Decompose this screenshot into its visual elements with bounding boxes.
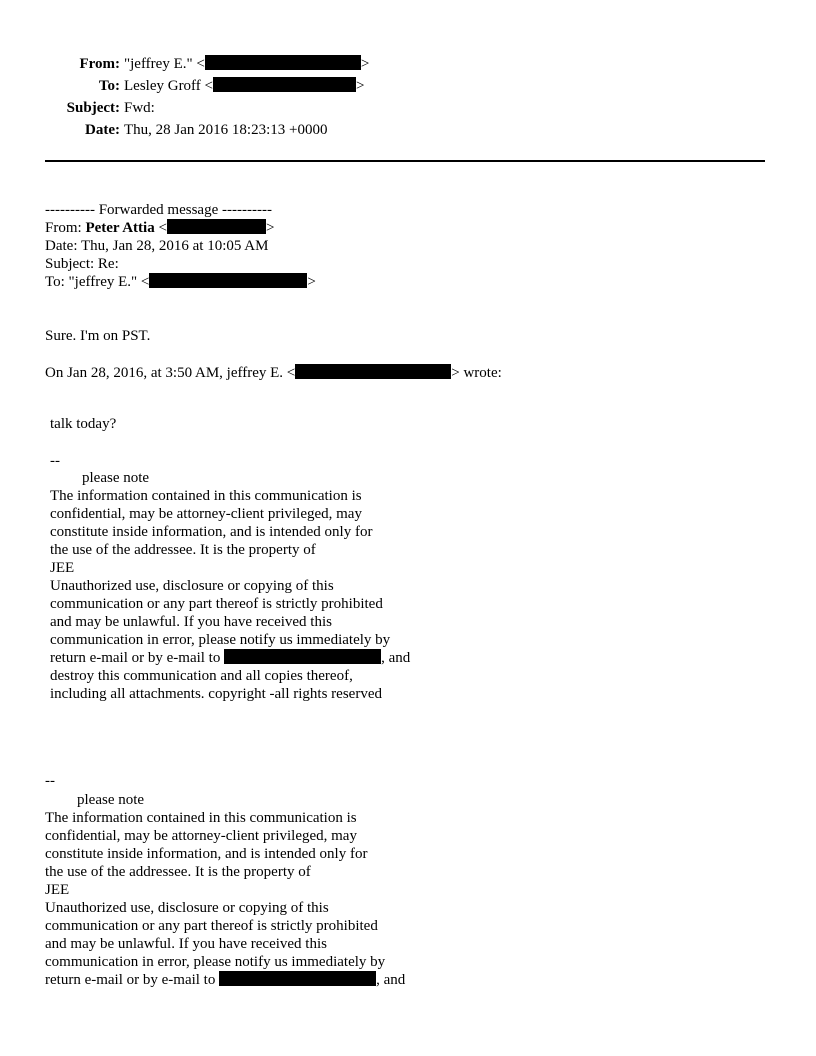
quoted-body: talk today? bbox=[50, 416, 117, 432]
disclaimer-line: the use of the addressee. It is the property of bbox=[45, 864, 311, 880]
forwarded-date-line: Date: Thu, Jan 28, 2016 at 10:05 AM bbox=[45, 238, 269, 254]
please-note-label: please note bbox=[82, 470, 150, 486]
disclaimer-line: constitute inside information, and is intended only for bbox=[45, 846, 368, 862]
disclaimer-line: including all attachments. copyright -all rights reserved bbox=[50, 686, 382, 702]
redacted-block bbox=[295, 364, 451, 379]
header-date-value: Thu, 28 Jan 2016 18:23:13 +0000 bbox=[124, 122, 328, 138]
forwarded-to-line: To: "jeffrey E." < > bbox=[45, 274, 316, 290]
signature-separator: -- bbox=[45, 773, 55, 789]
redacted-block bbox=[224, 649, 381, 664]
disclaimer-line: The information contained in this communication is bbox=[45, 810, 357, 826]
disclaimer-line: communication or any part thereof is strictly prohibited bbox=[45, 918, 378, 934]
disclaimer-line: destroy this communication and all copies thereof, bbox=[50, 668, 353, 684]
disclaimer-line: and may be unlawful. If you have received this bbox=[45, 936, 327, 952]
forwarded-from-name: Peter Attia bbox=[85, 220, 155, 236]
quote-attribution: On Jan 28, 2016, at 3:50 AM, jeffrey E. < > wrote: bbox=[45, 365, 502, 381]
header-subject-label: Subject: bbox=[66, 100, 120, 116]
disclaimer-email-line: return e-mail or by e-mail to , and bbox=[45, 972, 406, 988]
header-to-label: To: bbox=[98, 78, 120, 94]
disclaimer-line: constitute inside information, and is intended only for bbox=[50, 524, 373, 540]
header-from-label: From: bbox=[79, 56, 120, 72]
disclaimer-line: communication in error, please notify us immediately by bbox=[50, 632, 391, 648]
header-to-value: Lesley Groff < bbox=[124, 78, 213, 94]
disclaimer-line: Unauthorized use, disclosure or copying of this bbox=[45, 900, 329, 916]
disclaimer-line: communication in error, please notify us immediately by bbox=[45, 954, 386, 970]
header-date-label: Date: bbox=[85, 122, 120, 138]
disclaimer-line: JEE bbox=[50, 560, 75, 576]
redacted-block bbox=[205, 55, 361, 70]
redacted-block bbox=[149, 273, 307, 288]
signature-separator: -- bbox=[50, 453, 60, 469]
disclaimer-line: and may be unlawful. If you have received this bbox=[50, 614, 332, 630]
disclaimer-line: confidential, may be attorney-client privileged, may bbox=[50, 506, 362, 522]
redacted-block bbox=[167, 219, 266, 234]
disclaimer-line: JEE bbox=[45, 882, 70, 898]
disclaimer-line: The information contained in this communication is bbox=[50, 488, 362, 504]
header-divider bbox=[45, 160, 765, 162]
forwarded-from-line: From: Peter Attia < > bbox=[45, 220, 275, 236]
reply-body: Sure. I'm on PST. bbox=[45, 328, 151, 344]
disclaimer-line: confidential, may be attorney-client privileged, may bbox=[45, 828, 357, 844]
please-note-label: please note bbox=[77, 792, 145, 808]
disclaimer-line: Unauthorized use, disclosure or copying of this bbox=[50, 578, 334, 594]
header-to-close: > bbox=[356, 78, 365, 94]
redacted-block bbox=[213, 77, 356, 92]
disclaimer-line: communication or any part thereof is strictly prohibited bbox=[50, 596, 383, 612]
header-from-value: "jeffrey E." < bbox=[124, 56, 205, 72]
forwarded-banner: ---------- Forwarded message ---------- bbox=[45, 202, 272, 218]
disclaimer-line: the use of the addressee. It is the property of bbox=[50, 542, 316, 558]
disclaimer-email-line: return e-mail or by e-mail to , and bbox=[50, 650, 411, 666]
redacted-block bbox=[219, 971, 376, 986]
header-subject-value: Fwd: bbox=[124, 100, 155, 116]
header-from-close: > bbox=[360, 56, 370, 72]
forwarded-subject-line: Subject: Re: bbox=[45, 256, 119, 272]
